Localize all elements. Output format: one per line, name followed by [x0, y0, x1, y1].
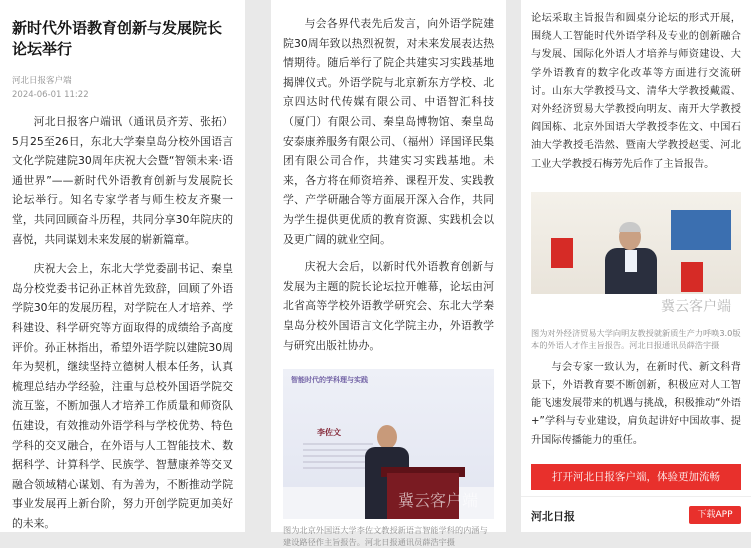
- photo-caption-2: 图为对外经济贸易大学向明友教授就新质生产力呼唤3.0版本的外语人才作主旨报告。河北日报通讯员薛浩宇摄: [531, 327, 741, 350]
- projection-screen: [671, 210, 731, 250]
- red-flag-right: [681, 262, 703, 292]
- speaker-shirt: [625, 250, 637, 272]
- article-paragraph-6: 与会专家一致认为，在新时代、新文科背景下，外语教育要不断创新，积极应对人工智能飞速发展带来的机遇与挑战，积极推动“外语+”学科与专业建设，肩负起讲好中国故事、提升国际传播能力的重任。: [531, 361, 741, 446]
- article-photo-speaker-li: [283, 369, 494, 519]
- open-app-button[interactable]: 打开河北日报客户端，体验更加流畅: [531, 464, 741, 490]
- photo-caption-1: 图为北京外国语大学李佐文教授新语言智能学科的内涵与建设路径作主旨报告。河北日报通讯员薛浩宇摄: [283, 525, 488, 548]
- article-title: 新时代外语教育创新与发展院长论坛举行: [12, 19, 223, 58]
- photo-watermark: 冀云客户端: [397, 491, 478, 511]
- screen-title-text: 智能时代的学科理与实践: [291, 376, 368, 385]
- red-flag-left: [551, 238, 573, 268]
- footer-brand: 河北日报: [531, 510, 575, 523]
- article-paragraph-4: 庆祝大会后，以新时代外语教育创新与发展为主题的院长论坛拉开帷幕，论坛由河北省高等学校外语教学研究会、东北大学秦皇岛分校外国语言文化学院主办，外语教学与研究出版社协办。: [283, 260, 494, 352]
- article-column-3: [521, 0, 751, 532]
- speaker-head: [377, 425, 397, 449]
- article-photo-speaker-xiang: [531, 192, 741, 322]
- download-app-button[interactable]: 下载APP: [689, 506, 741, 524]
- screen-speaker-name: 李佐文: [317, 428, 341, 438]
- photo-watermark: 冀云客户端: [661, 298, 731, 315]
- article-paragraph-1: 河北日报客户端讯（通讯员齐芳、张拓）5月25至26日，东北大学秦皇岛分校外国语言文化学院建院30周年庆祝大会暨“智领未来·语通世界”——新时代外语教育创新与发展院长论坛举行。知名专家学者与师生校友齐聚一堂，共同回顾奋斗历程，共同分享30年院庆的喜悦，共同谋划未来发展的崭新篇章。: [12, 115, 233, 246]
- article-paragraph-5: 论坛采取主旨报告和圆桌分论坛的形式开展，围绕人工智能时代外语学科及专业的创新融合与发展、国际化外语人才培养与师资建设、大学外语教育的数字化改革等方面进行交流研讨。山东大学教授马文、清华大学教授戴霞、对外经济贸易大学教授向明友、南开大学教授阎国栋、北京外国语大学教授李佐文、中国石油大学教授毛浩然、暨南大学教授赵雯、河北工业大学教授石梅芳先后作了主旨报告。: [531, 13, 741, 170]
- article-paragraph-2: 庆祝大会上，东北大学党委副书记、秦皇岛分校党委书记孙正林首先致辞，回顾了外语学院30年的发展历程，对学院在人才培养、学科建设、科学研究等方面取得的成绩给予高度评价。孙正林指出，希望外语学院以建院30周年为契机，继续坚持立德树人根本任务，认真梳理总结办学经验，注重与总校外国语学院交流互鉴，不断加强人才培养工作质量和师资队伍建设，有效推动外语学科与学校优势、特色学科的交叉融合，在外语与人工智能技术、数据科学、计算科学、民族学、智慧康养等交叉融合领域精心谋划、有为善为，不断推动学院事业发展再上新台阶，努力开创学院更加美好的未来。: [12, 262, 233, 530]
- article-source: 河北日报客户端: [12, 76, 72, 86]
- article-column-2: [271, 0, 506, 548]
- article-column-1: [0, 0, 245, 532]
- screen-text-lines: [303, 443, 373, 473]
- app-footer-bar: [521, 496, 751, 532]
- article-paragraph-3: 与会各界代表先后发言，向外语学院建院30周年致以热烈祝贺，对未来发展表达热情期待。随后举行了院企共建实习实践基地揭牌仪式。外语学院与北京新东方学校、北京四达时代传媒有限公司、中语智汇科技（厦门）有限公司、秦皇岛博物馆、秦皇岛安泰康养服务有限公司、（福州）译国译民集团有限公司合作，共建实习实践基地。未来，各方将在师资培养、课程开发、实践教学、产学研融合等方面展开深入合作，共同为学生提供更优质的教育资源、实践机会以及更广阔的就业空间。: [283, 17, 494, 246]
- article-date: 2024-06-01 11:22: [12, 90, 89, 100]
